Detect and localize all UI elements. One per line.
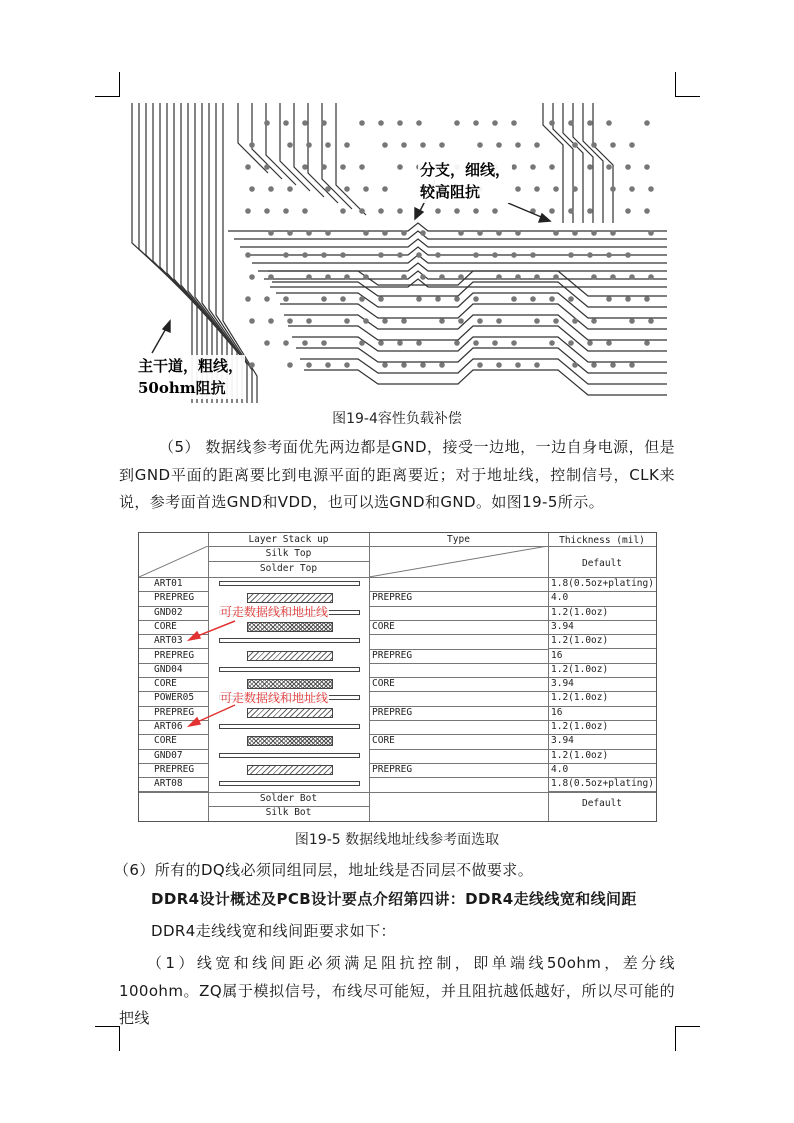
trace-line [308, 103, 338, 203]
header-solder-top: Solder Top [259, 563, 318, 574]
layer-name: CORE [154, 678, 177, 690]
callout-trunk-line1: 主干道，粗线， [138, 357, 244, 375]
via-pad [515, 142, 521, 148]
via-pad [534, 142, 540, 148]
via-pad [610, 274, 616, 280]
via-pad [606, 120, 612, 126]
via-pad [629, 142, 635, 148]
via-pad [515, 362, 521, 368]
crop-mark-bottom-right-h [675, 1026, 700, 1027]
via-pad [477, 230, 483, 236]
trace-line [288, 326, 667, 351]
via-pad [302, 252, 308, 258]
via-pad [264, 340, 270, 346]
via-pad [264, 208, 270, 214]
via-pad [644, 340, 650, 346]
layer-name: GND02 [154, 606, 183, 618]
via-pad [511, 164, 517, 170]
via-pad [534, 274, 540, 280]
via-pad [473, 120, 479, 126]
via-pad [439, 318, 445, 324]
via-pad [306, 362, 312, 368]
via-pad [401, 274, 407, 280]
via-pad [401, 142, 407, 148]
via-pad [401, 318, 407, 324]
via-pad [397, 252, 403, 258]
via-pad [454, 296, 460, 302]
via-pad [321, 252, 327, 258]
annotation-traces-1: 可走数据线和地址线 [220, 605, 329, 619]
via-pad [496, 362, 502, 368]
trace-line [304, 370, 667, 395]
via-pad [363, 274, 369, 280]
via-pad [625, 252, 631, 258]
via-pad [549, 208, 555, 214]
via-pad [287, 186, 293, 192]
via-pad [568, 208, 574, 214]
trace-line [252, 255, 667, 263]
via-pad [321, 164, 327, 170]
via-pad [511, 340, 517, 346]
via-pad [625, 164, 631, 170]
via-pad [249, 274, 255, 280]
via-pad [340, 252, 346, 258]
via-pad [587, 340, 593, 346]
via-pad [340, 208, 346, 214]
via-pad [401, 230, 407, 236]
crop-mark-bottom-right-v [675, 1026, 676, 1051]
layer-name: CORE [154, 620, 177, 632]
figure-19-5-caption: 图19-5 数据线地址线参考面选取 [294, 832, 500, 848]
via-pad [648, 318, 654, 324]
trace-line [294, 103, 324, 197]
via-pad [473, 296, 479, 302]
via-pad [420, 142, 426, 148]
via-pad [553, 230, 559, 236]
via-pad [477, 142, 483, 148]
layer-thickness: 16 [551, 649, 563, 661]
layer-type: CORE [372, 735, 395, 747]
via-pad [302, 120, 308, 126]
via-pad [416, 296, 422, 302]
header-thickness: Thickness (mil) [559, 535, 645, 546]
via-pad [439, 274, 445, 280]
crop-mark-bottom-left-h [95, 1026, 120, 1027]
via-pad [644, 296, 650, 302]
layer-thickness: 3.94 [551, 735, 574, 747]
via-pad [382, 230, 388, 236]
layer-name: ART01 [154, 578, 183, 589]
via-pad [306, 274, 312, 280]
layer-type: PREPREG [372, 649, 413, 661]
layer-type: CORE [372, 620, 395, 632]
via-pad [454, 340, 460, 346]
via-pad [572, 142, 578, 148]
via-pad [245, 252, 251, 258]
footer-default: Default [581, 798, 623, 809]
via-pad [568, 296, 574, 302]
via-pad [530, 164, 536, 170]
via-pad [568, 120, 574, 126]
layer-name: PREPREG [154, 763, 195, 775]
via-pad [572, 362, 578, 368]
crop-mark-top-left-h [95, 96, 120, 97]
via-pad [591, 142, 597, 148]
via-pad [629, 274, 635, 280]
via-pad [416, 252, 422, 258]
layer-name: POWER05 [154, 692, 195, 704]
via-pad [568, 340, 574, 346]
via-pad [458, 230, 464, 236]
via-pad [492, 208, 498, 214]
via-pad [245, 208, 251, 214]
via-pad [378, 208, 384, 214]
via-pad [249, 142, 255, 148]
layer-name: PREPREG [154, 649, 195, 661]
via-pad [534, 318, 540, 324]
via-pad [587, 120, 593, 126]
footer-silk-bot: Silk Bot [265, 807, 312, 818]
layer-thickness: 1.8(0.5oz+plating) [551, 578, 654, 589]
via-pad [591, 362, 597, 368]
via-pad [287, 318, 293, 324]
via-pad [302, 208, 308, 214]
via-pad [473, 252, 479, 258]
layer-name: PREPREG [154, 706, 195, 718]
via-pad [591, 230, 597, 236]
via-pad [401, 362, 407, 368]
layer-thickness: 1.2(1.0oz) [551, 606, 609, 618]
via-pad [454, 120, 460, 126]
callout-trunk-line2: 50ohm阻抗 [138, 379, 226, 397]
via-pad [629, 186, 635, 192]
trace-line [246, 247, 667, 255]
via-pad [325, 362, 331, 368]
via-pad [302, 164, 308, 170]
layer-thickness: 1.2(1.0oz) [551, 635, 609, 647]
layer-thickness: 1.8(0.5oz+plating) [551, 778, 654, 790]
layer-name: GND07 [154, 749, 183, 761]
via-pad [264, 296, 270, 302]
via-pad [496, 142, 502, 148]
via-pad [511, 252, 517, 258]
figure-19-4-caption: 图19-4容性负载补偿 [332, 411, 462, 427]
layer-name: CORE [154, 735, 177, 747]
via-pad [264, 164, 270, 170]
via-pad [359, 296, 365, 302]
via-pad [553, 318, 559, 324]
via-pad [549, 340, 555, 346]
trace-line [284, 315, 667, 340]
via-pad [606, 252, 612, 258]
via-pad [629, 318, 635, 324]
via-pad [515, 230, 521, 236]
via-pad [268, 274, 274, 280]
layer-thickness: 1.2(1.0oz) [551, 721, 609, 732]
via-pad [344, 318, 350, 324]
via-pad [458, 274, 464, 280]
via-pad [606, 340, 612, 346]
via-pad [439, 362, 445, 368]
via-pad [382, 142, 388, 148]
via-pad [473, 208, 479, 214]
trace-line [322, 103, 352, 209]
crop-mark-top-left-v [119, 72, 120, 97]
via-pad [283, 208, 289, 214]
via-pad [492, 340, 498, 346]
via-pad [306, 230, 312, 236]
via-pad [416, 340, 422, 346]
callout-branch-line2: 较高阻抗 [420, 183, 481, 201]
via-pad [287, 142, 293, 148]
via-pad [268, 318, 274, 324]
via-pad [572, 230, 578, 236]
via-pad [439, 142, 445, 148]
via-pad [359, 208, 365, 214]
trace-line [234, 231, 667, 239]
via-pad [344, 362, 350, 368]
via-pad [496, 230, 502, 236]
via-pad [591, 274, 597, 280]
paragraph-1: （1）线宽和线间距必须满足阻抗控制，即单端线50ohm，差分线100ohm。ZQ属于模拟信号，布线尽可能短，并且阻抗越低越好，所以尽可能的把线 [119, 954, 675, 1027]
layer-name: GND04 [154, 663, 183, 675]
via-pad [325, 186, 331, 192]
trace-line [296, 348, 667, 373]
via-pad [420, 230, 426, 236]
via-pad [344, 186, 350, 192]
layer-type: PREPREG [372, 763, 413, 775]
via-pad [306, 142, 312, 148]
via-pad [249, 318, 255, 324]
via-pad [325, 230, 331, 236]
via-pad [496, 318, 502, 324]
via-pad [435, 252, 441, 258]
paragraph-5: （5） 数据线参考面优先两边都是GND，接受一边地，一边自身电源，但是到GND平面的距离要比到电源平面的距离要近；对于地址线，控制信号，CLK来说，参考面首选GND和VDD，也可以选GND和GND。如图19-5所示。 [119, 438, 675, 511]
layer-thickness: 1.2(1.0oz) [551, 663, 609, 675]
via-pad [549, 164, 555, 170]
layer-thickness: 3.94 [551, 620, 574, 632]
via-pad [553, 274, 559, 280]
via-pad [492, 120, 498, 126]
via-pad [378, 120, 384, 126]
via-pad [568, 252, 574, 258]
layer-type: PREPREG [372, 706, 413, 718]
via-pad [268, 186, 274, 192]
via-pad [644, 208, 650, 214]
layer-thickness: 16 [551, 706, 563, 718]
via-pad [454, 208, 460, 214]
via-pad [321, 120, 327, 126]
via-pad [249, 186, 255, 192]
via-pad [591, 318, 597, 324]
via-pad [530, 252, 536, 258]
via-pad [625, 208, 631, 214]
via-pad [420, 362, 426, 368]
via-pad [511, 120, 517, 126]
via-pad [325, 274, 331, 280]
footer-solder-bot: Solder Bot [259, 793, 318, 804]
via-pad [534, 362, 540, 368]
via-pad [511, 296, 517, 302]
trace-line [228, 223, 667, 231]
via-pad [245, 164, 251, 170]
via-pad [363, 186, 369, 192]
layer-type: CORE [372, 678, 395, 690]
via-pad [359, 164, 365, 170]
via-pad [477, 318, 483, 324]
via-pad [648, 186, 654, 192]
via-pad [420, 274, 426, 280]
header-layer-stack: Layer Stack up [248, 534, 329, 545]
via-pad [625, 296, 631, 302]
via-pad [397, 120, 403, 126]
via-pad [382, 186, 388, 192]
trace-line [280, 304, 667, 329]
via-pad [245, 296, 251, 302]
layer-name: ART08 [154, 778, 183, 790]
via-pad [534, 186, 540, 192]
via-pad [496, 274, 502, 280]
annotation-traces-2: 可走数据线和地址线 [220, 691, 329, 705]
via-pad [644, 120, 650, 126]
via-pad [363, 230, 369, 236]
via-pad [458, 318, 464, 324]
annotation-arrows [139, 533, 656, 821]
layer-thickness: 3.94 [551, 678, 574, 690]
via-pad [572, 318, 578, 324]
trace-line [240, 239, 667, 247]
via-pad [549, 296, 555, 302]
intro-line: DDR4走线线宽和线间距要求如下： [151, 922, 396, 940]
via-pad [644, 164, 650, 170]
via-pad [359, 120, 365, 126]
layer-thickness: 1.2(1.0oz) [551, 692, 609, 704]
trace-line [258, 263, 667, 271]
via-pad [359, 340, 365, 346]
via-pad [435, 296, 441, 302]
via-pad [515, 186, 521, 192]
via-pad [287, 362, 293, 368]
via-pad [629, 362, 635, 368]
via-pad [306, 318, 312, 324]
via-pad [648, 274, 654, 280]
crop-mark-top-right-v [675, 72, 676, 97]
callout-trunk [136, 355, 245, 399]
section-heading-ddr4-width-spacing: DDR4设计概述及PCB设计要点介绍第四讲：DDR4走线线宽和线间距 [151, 890, 637, 908]
via-pad [610, 230, 616, 236]
via-pad [340, 164, 346, 170]
via-pad [321, 340, 327, 346]
via-pad [610, 186, 616, 192]
via-pad [606, 164, 612, 170]
trace-line [292, 337, 667, 362]
callout-branch [418, 159, 512, 203]
via-pad [344, 274, 350, 280]
trace-line [238, 103, 268, 173]
via-pad [249, 362, 255, 368]
paragraph-6: （6）所有的DQ线必须同组同层，地址线是否同层不做要求。 [114, 861, 534, 879]
via-pad [515, 274, 521, 280]
layer-name: ART06 [154, 721, 183, 732]
via-pad [610, 362, 616, 368]
via-pad [344, 142, 350, 148]
via-pad [648, 230, 654, 236]
via-pad [610, 142, 616, 148]
via-pad [283, 252, 289, 258]
layer-thickness: 1.2(1.0oz) [551, 749, 609, 761]
layer-name: ART03 [154, 635, 183, 647]
via-pad [378, 252, 384, 258]
via-pad [283, 340, 289, 346]
via-pad [397, 340, 403, 346]
via-pad [378, 296, 384, 302]
via-pad [606, 296, 612, 302]
via-pad [587, 164, 593, 170]
callout-branch-line1: 分支，细线， [420, 161, 511, 179]
layer-thickness: 4.0 [551, 763, 569, 775]
via-pad [268, 230, 274, 236]
via-pad [283, 120, 289, 126]
via-pad [287, 230, 293, 236]
stackup-table [138, 532, 657, 822]
via-pad [382, 362, 388, 368]
via-pad [325, 142, 331, 148]
via-pad [473, 340, 479, 346]
via-pad [530, 296, 536, 302]
via-pad [283, 296, 289, 302]
via-pad [397, 208, 403, 214]
via-pad [587, 208, 593, 214]
via-pad [549, 120, 555, 126]
via-pad [416, 120, 422, 126]
via-pad [321, 296, 327, 302]
layer-type: PREPREG [372, 592, 413, 604]
header-silk-top: Silk Top [265, 548, 312, 559]
layer-name: PREPREG [154, 592, 195, 604]
layer-thickness: 4.0 [551, 592, 569, 604]
via-pad [397, 164, 403, 170]
via-pad [382, 318, 388, 324]
via-pad [572, 186, 578, 192]
via-pad [340, 296, 346, 302]
crop-mark-top-right-h [675, 96, 700, 97]
via-pad [477, 362, 483, 368]
via-pad [302, 340, 308, 346]
via-pad [553, 186, 559, 192]
via-pad [435, 208, 441, 214]
trace-line [272, 282, 667, 307]
header-type: Type [447, 534, 470, 545]
via-pad [378, 340, 384, 346]
header-default: Default [581, 558, 623, 569]
via-pad [587, 252, 593, 258]
via-pad [363, 318, 369, 324]
via-pad [264, 120, 270, 126]
via-pad [492, 252, 498, 258]
